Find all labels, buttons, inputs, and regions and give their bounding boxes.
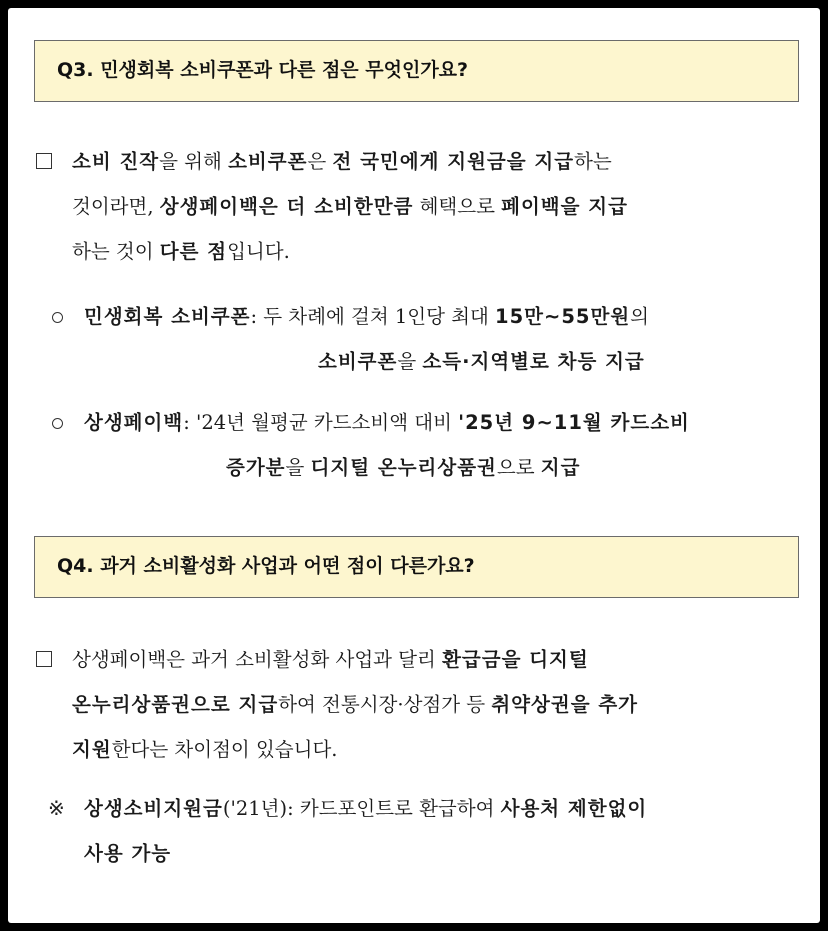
q3-p1-text: 은 [307, 150, 333, 173]
q3-p1-bold: 소비쿠폰 [228, 150, 308, 173]
q3-p1-bold: 전 국민에게 지원금을 지급 [332, 150, 575, 173]
q4-note-line2 [84, 838, 171, 866]
q3-p1-text: 하는 것이 [72, 240, 160, 263]
q4-p1-text: 하여 전통시장·상점가 등 [278, 693, 492, 716]
q4-p1-bold: 지원 [72, 738, 112, 761]
q4-note-bold: 상생소비지원금 [84, 797, 223, 820]
q4-p1-bold: 온누리상품권으로 지급 [72, 693, 279, 716]
q4-p1-text: 상생페이백은 과거 소비활성화 사업과 달리 [72, 648, 443, 671]
q3-p1-bold: 페이백을 지급 [501, 195, 628, 218]
document-page [8, 8, 820, 923]
q3-b1-bold: 민생회복 소비쿠폰 [84, 305, 251, 328]
q3-p1-bold: 상생페이백은 더 소비한만큼 [159, 195, 414, 218]
q3-p1-text: 을 위해 [159, 150, 229, 173]
q3-p1-bold: 다른 점 [159, 240, 228, 263]
q3-b2-line1 [84, 407, 690, 435]
q4-note-line1 [84, 793, 647, 821]
q4-note-bold: 사용처 제한없이 [500, 797, 648, 820]
checkbox-square-icon [36, 153, 52, 169]
q3-p1-line1 [72, 146, 612, 174]
q3-b2-line2 [226, 452, 580, 480]
q3-b2-bold: 디지털 온누리상품권 [310, 456, 497, 479]
q3-p1-text: 하는 [574, 150, 612, 173]
q3-b1-bold: 15만~55만원 [495, 305, 631, 328]
q3-b2-text: 을 [285, 456, 311, 479]
q3-b1-text: 의 [630, 305, 650, 328]
q4-p1-bold: 취약상권을 추가 [491, 693, 638, 716]
q3-b2-text: 으로 [496, 456, 541, 479]
q3-p1-text: 혜택으로 [413, 195, 502, 218]
q4-p1-text: 한다는 차이점이 있습니다. [111, 738, 338, 761]
q4-p1-line3 [72, 734, 338, 762]
q4-title-box [34, 536, 799, 598]
q3-p1-line3 [72, 236, 290, 264]
q3-b2-bold: 상생페이백 [84, 411, 184, 434]
q3-p1-text: 입니다. [227, 240, 290, 263]
q3-b1-text: : 두 차례에 걸쳐 1인당 최대 [250, 305, 496, 328]
q3-p1-text: 것이라면, [72, 195, 160, 218]
q4-p1-bold: 환급금을 디지털 [442, 648, 589, 671]
q3-b1-text: 을 [397, 350, 423, 373]
q3-title: Q3. 민생회복 소비쿠폰과 다른 점은 무엇인가요? [57, 59, 469, 81]
q3-b2-bold: 증가분 [226, 456, 286, 479]
q3-b1-bold: 소비쿠폰 [318, 350, 398, 373]
q3-b1-bold: 소득·지역별로 차등 지급 [422, 350, 645, 373]
q3-b1-line1 [84, 301, 649, 329]
q3-title-box [34, 40, 799, 102]
reference-mark-icon: ※ [48, 796, 65, 820]
q4-note-text: ('21년): 카드포인트로 환급하여 [222, 797, 501, 820]
q3-b2-bold: 지급 [540, 456, 581, 479]
bullet-circle-icon [52, 418, 63, 429]
checkbox-square-icon [36, 651, 52, 667]
q3-p1-line2 [72, 191, 628, 219]
q4-p1-line2 [72, 689, 638, 717]
bullet-circle-icon [52, 312, 63, 323]
q4-note-bold: 사용 가능 [84, 842, 172, 865]
q4-p1-line1 [72, 644, 589, 672]
q3-b2-bold: '25년 9~11월 카드소비 [458, 411, 690, 434]
q3-b2-text: : '24년 월평균 카드소비액 대비 [183, 411, 459, 434]
q3-b1-line2 [318, 346, 645, 374]
q4-title: Q4. 과거 소비활성화 사업과 어떤 점이 다른가요? [57, 555, 475, 577]
q3-p1-bold: 소비 진작 [72, 150, 160, 173]
